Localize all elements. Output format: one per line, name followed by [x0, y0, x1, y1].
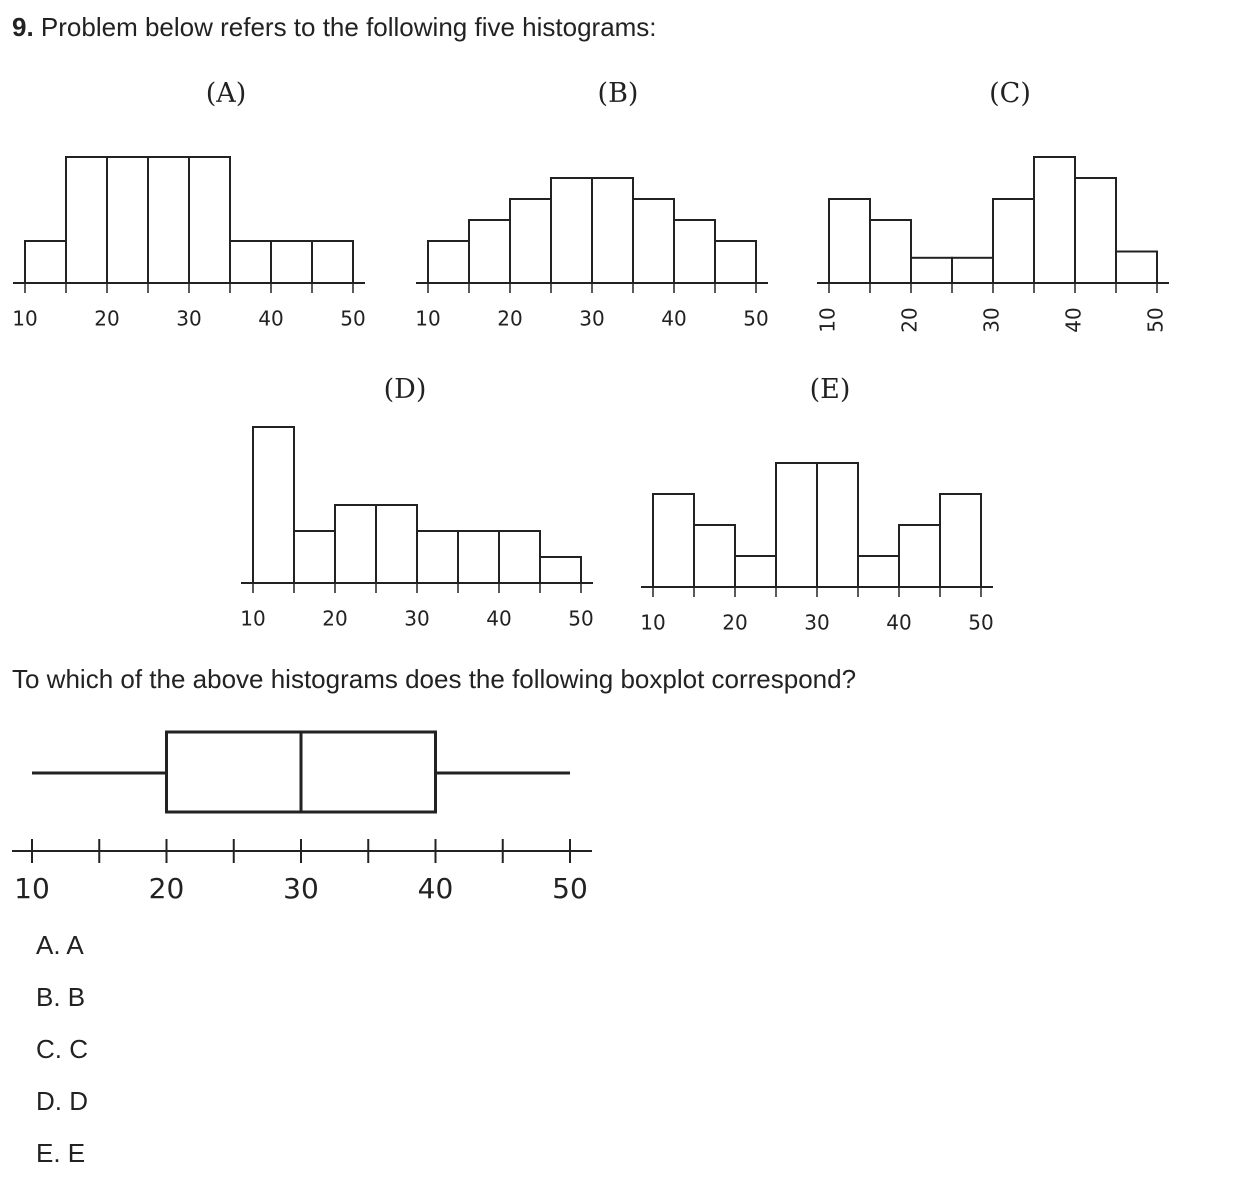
histogram-bar — [653, 494, 694, 587]
tick-label: 40 — [886, 610, 912, 635]
histogram-bar — [66, 157, 107, 283]
histogram-bar — [417, 531, 458, 583]
histogram-bar — [148, 157, 189, 283]
histogram-d — [240, 374, 593, 631]
tick-label: 10 — [640, 610, 666, 635]
prompt-text: To which of the above histograms does the following boxplot correspond? — [12, 664, 857, 694]
tick-label: 50 — [968, 610, 994, 635]
histogram-e — [640, 374, 993, 635]
histogram-bar — [189, 157, 230, 283]
histogram-label: (B) — [597, 78, 639, 109]
tick-label: 30 — [404, 606, 430, 631]
tick-label: 20 — [322, 606, 348, 631]
histogram-bar — [335, 505, 376, 583]
question-number: 9. — [12, 12, 34, 42]
tick-label: 50 — [743, 306, 769, 331]
histogram-bar — [469, 220, 510, 283]
option-d[interactable]: D. D — [36, 1086, 88, 1116]
histogram-bar — [952, 258, 993, 283]
histogram-bar — [911, 258, 952, 283]
option-b[interactable]: B. B — [36, 982, 86, 1012]
histogram-bar — [376, 505, 417, 583]
tick-label: 20 — [897, 307, 922, 333]
tick-label: 20 — [497, 306, 523, 331]
question-text: Problem below refers to the following five histograms: — [40, 12, 657, 42]
histogram-bar — [858, 556, 899, 587]
histogram-bar — [1034, 157, 1075, 283]
tick-label: 50 — [1143, 307, 1168, 333]
histogram-label: (D) — [383, 374, 427, 405]
tick-label: 30 — [979, 307, 1004, 333]
tick-label: 50 — [340, 306, 366, 331]
boxplot — [12, 732, 592, 905]
tick-label: 50 — [568, 606, 594, 631]
tick-label: 40 — [486, 606, 512, 631]
boxplot-tick-label: 20 — [148, 872, 185, 905]
histogram-bar — [510, 199, 551, 283]
histogram-bar — [776, 463, 817, 587]
tick-label: 30 — [579, 306, 605, 331]
boxplot-tick-label: 10 — [14, 872, 50, 905]
tick-label: 40 — [661, 306, 687, 331]
answer-options — [36, 928, 88, 1188]
histogram-b — [415, 78, 768, 331]
histogram-bar — [458, 531, 499, 583]
histogram-bar — [694, 525, 735, 587]
tick-label: 40 — [258, 306, 284, 331]
histogram-a — [12, 78, 365, 331]
boxplot-tick-label: 40 — [417, 872, 454, 905]
histogram-bar — [540, 557, 581, 583]
histogram-bar — [735, 556, 776, 587]
histogram-bar — [829, 199, 870, 283]
histogram-bar — [271, 241, 312, 283]
boxplot-tick-label: 50 — [552, 872, 588, 905]
option-e[interactable]: E. E — [36, 1138, 86, 1168]
histogram-bar — [428, 241, 469, 283]
histogram-bar — [592, 178, 633, 283]
histogram-bar — [817, 463, 858, 587]
histogram-bar — [940, 494, 981, 587]
histogram-bar — [25, 241, 66, 283]
tick-label: 30 — [804, 610, 830, 635]
histogram-bar — [551, 178, 592, 283]
histogram-bar — [633, 199, 674, 283]
histogram-label: (E) — [809, 374, 851, 405]
histogram-bar — [230, 241, 271, 283]
histogram-label: (C) — [989, 78, 1031, 109]
histogram-bar — [499, 531, 540, 583]
option-c[interactable]: C. C — [36, 1034, 88, 1064]
histogram-c — [816, 78, 1170, 333]
histogram-bar — [312, 241, 353, 283]
histogram-bar — [993, 199, 1034, 283]
tick-label: 10 — [240, 606, 266, 631]
boxplot-tick-label: 30 — [283, 872, 319, 905]
tick-label: 10 — [815, 307, 840, 333]
histogram-bar — [1075, 178, 1116, 283]
histogram-bar — [1116, 252, 1157, 284]
option-a[interactable]: A. A — [36, 930, 84, 960]
histogram-bar — [107, 157, 148, 283]
tick-label: 10 — [415, 306, 441, 331]
histogram-bar — [715, 241, 756, 283]
histogram-bar — [674, 220, 715, 283]
tick-label: 40 — [1061, 307, 1086, 333]
tick-label: 20 — [94, 306, 120, 331]
histogram-bar — [294, 531, 335, 583]
tick-label: 10 — [12, 306, 38, 331]
histogram-label: (A) — [205, 78, 247, 109]
tick-label: 20 — [722, 610, 748, 635]
histogram-bar — [253, 427, 294, 583]
histogram-bar — [899, 525, 940, 587]
histogram-bar — [870, 220, 911, 283]
tick-label: 30 — [176, 306, 202, 331]
